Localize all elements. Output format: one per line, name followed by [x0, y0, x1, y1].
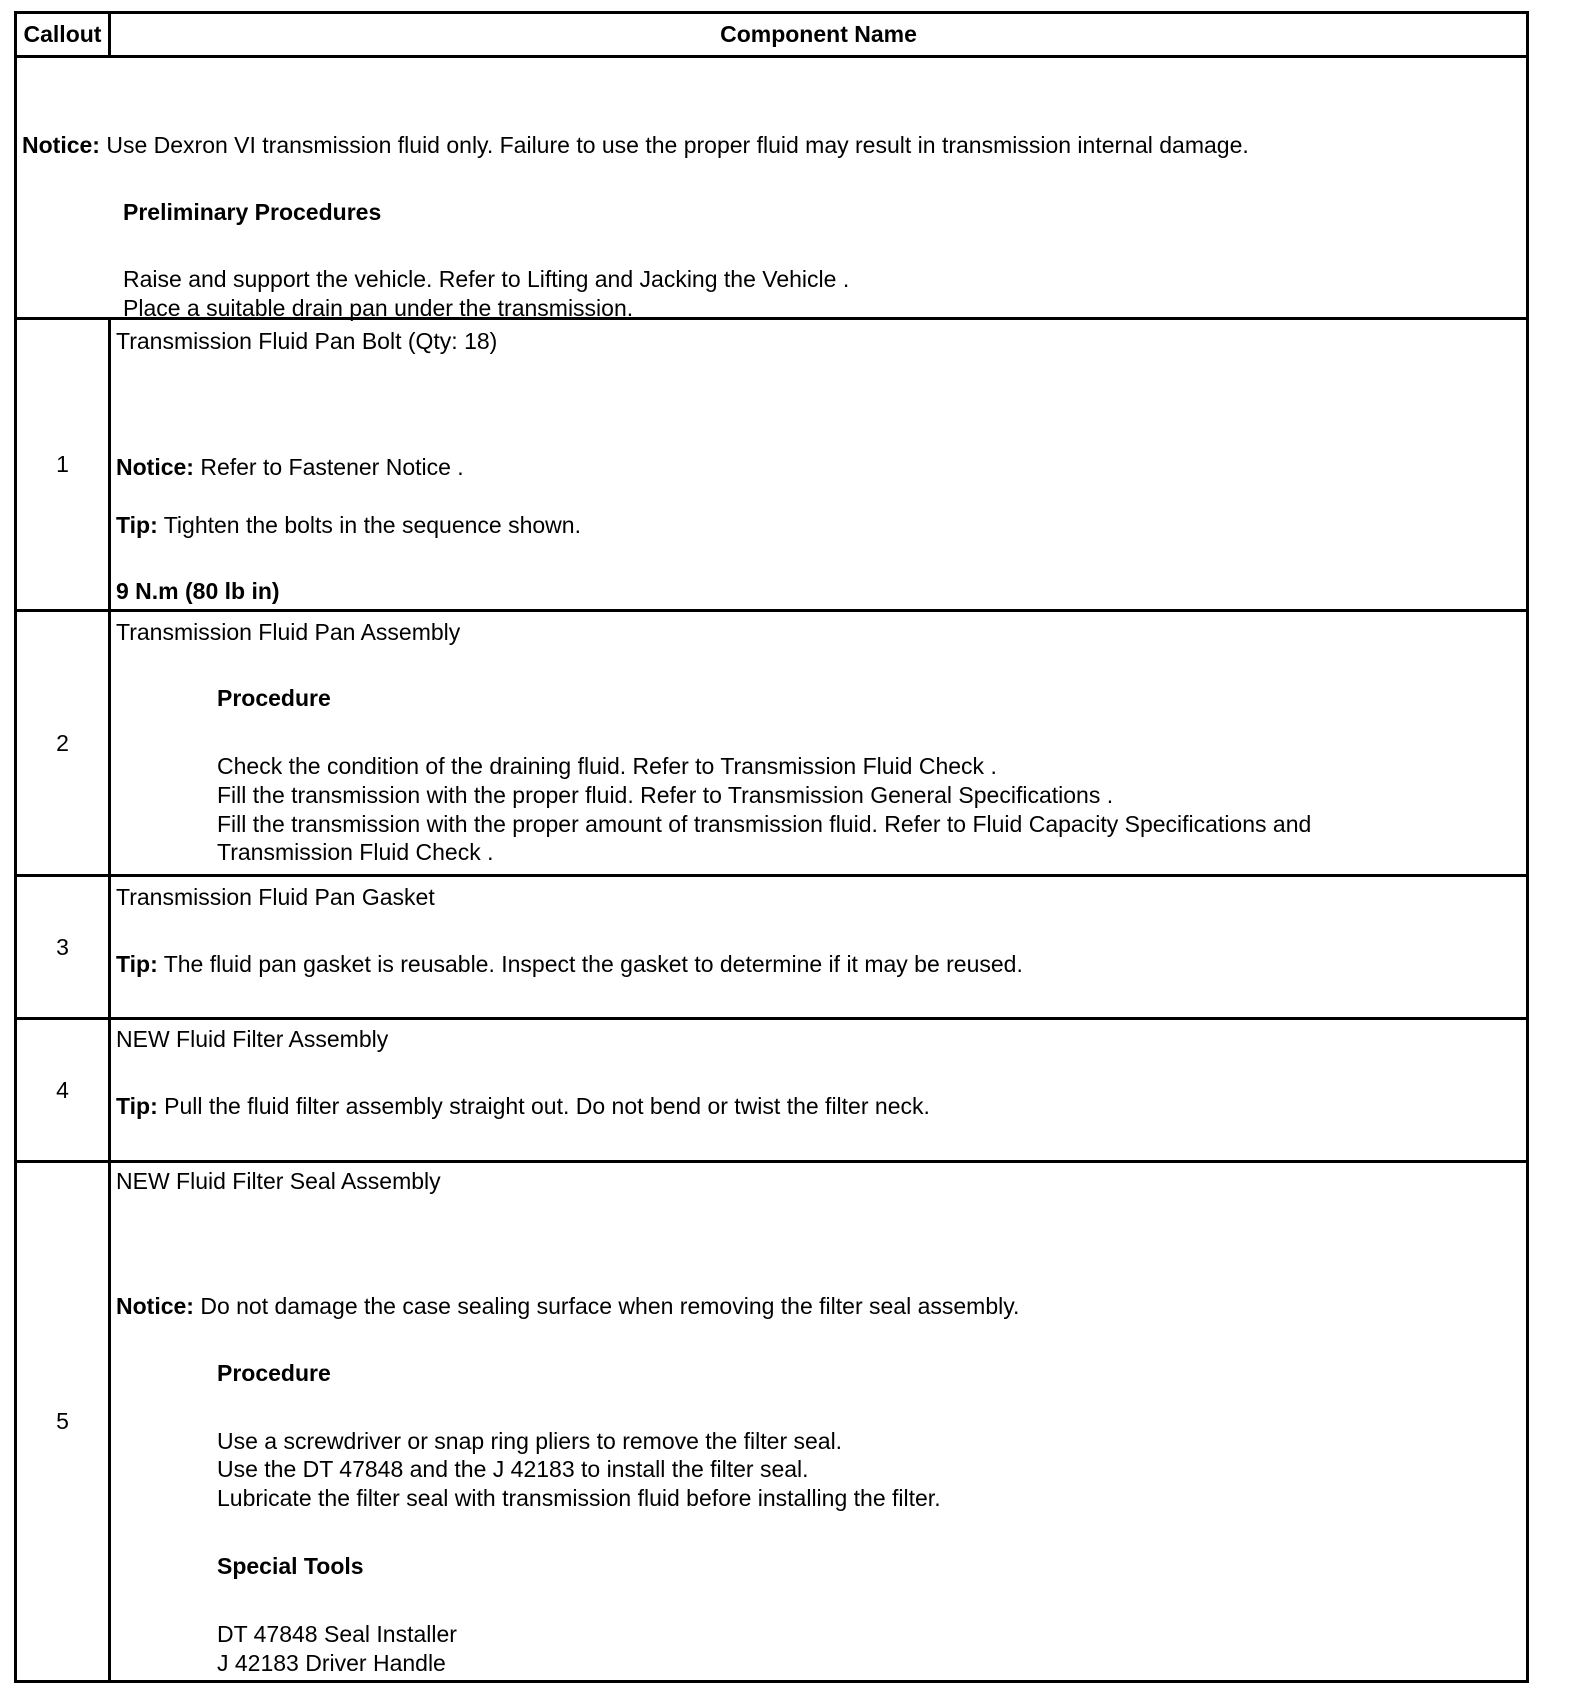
table-row	[17, 612, 1526, 877]
component-table	[14, 11, 1529, 1683]
table-row	[17, 1020, 1526, 1163]
intro-notice-label: Notice:	[22, 132, 100, 158]
callout-number: 5	[17, 1163, 111, 1680]
row-content	[111, 1163, 1526, 1680]
row-notice	[116, 1293, 1019, 1320]
row-tip	[116, 1093, 930, 1120]
intro-notice	[22, 132, 1249, 159]
procedure-title: Procedure	[217, 685, 331, 711]
row-tip	[116, 951, 1023, 978]
intro-row	[17, 58, 1526, 320]
table-row	[17, 1163, 1526, 1680]
row-tip	[116, 512, 581, 539]
procedure-step: Transmission Fluid Check .	[217, 839, 494, 865]
tip-text: The fluid pan gasket is reusable. Inspect the gasket to determine if it may be reused.	[163, 951, 1023, 977]
notice-label: Notice:	[116, 454, 194, 480]
tip-label: Tip:	[116, 512, 158, 538]
tip-text: Tighten the bolts in the sequence shown.	[163, 512, 581, 538]
intro-notice-text: Use Dexron VI transmission fluid only. Failure to use the proper fluid may result in transmission internal damage.	[106, 132, 1249, 158]
special-tool-item: DT 47848 Seal Installer	[217, 1621, 457, 1647]
intro-step: Raise and support the vehicle. Refer to Lifting and Jacking the Vehicle .	[123, 266, 850, 292]
header-component-name: Component Name	[720, 21, 917, 47]
procedure-step: Fill the transmission with the proper fluid. Refer to Transmission General Specifications .	[217, 782, 1114, 808]
intro-step: Place a suitable drain pan under the transmission.	[123, 295, 634, 321]
procedure-step: Fill the transmission with the proper amount of transmission fluid. Refer to Fluid Capacity Specifications and	[217, 811, 1312, 837]
row-content	[111, 1020, 1526, 1160]
notice-label: Notice:	[116, 1293, 194, 1319]
component-name: Transmission Fluid Pan Gasket	[116, 884, 435, 910]
row-notice	[116, 454, 464, 481]
header-callout: Callout	[17, 14, 111, 55]
special-tools-title: Special Tools	[217, 1553, 364, 1579]
callout-number: 4	[17, 1020, 111, 1160]
callout-number: 3	[17, 877, 111, 1017]
special-tool-item: J 42183 Driver Handle	[217, 1650, 446, 1676]
callout-number: 2	[17, 612, 111, 874]
procedure-step: Use a screwdriver or snap ring pliers to remove the filter seal.	[217, 1428, 843, 1454]
procedure-step: Use the DT 47848 and the J 42183 to install the filter seal.	[217, 1456, 809, 1482]
tip-label: Tip:	[116, 951, 158, 977]
row-content	[111, 320, 1526, 609]
row-content	[111, 877, 1526, 1017]
table-row	[17, 320, 1526, 612]
notice-text: Do not damage the case sealing surface when removing the filter seal assembly.	[200, 1293, 1020, 1319]
torque-spec: 9 N.m (80 lb in)	[116, 578, 280, 604]
row-content	[111, 612, 1526, 874]
preliminary-title: Preliminary Procedures	[123, 199, 382, 225]
component-name: Transmission Fluid Pan Assembly	[116, 619, 461, 645]
procedure-step: Check the condition of the draining fluid. Refer to Transmission Fluid Check .	[217, 753, 997, 779]
tip-text: Pull the fluid filter assembly straight out. Do not bend or twist the filter neck.	[164, 1093, 930, 1119]
component-name: NEW Fluid Filter Seal Assembly	[116, 1168, 441, 1194]
component-name: NEW Fluid Filter Assembly	[116, 1026, 389, 1052]
procedure-title: Procedure	[217, 1360, 331, 1386]
tip-label: Tip:	[116, 1093, 158, 1119]
table-row	[17, 877, 1526, 1020]
table-header	[17, 14, 1526, 58]
procedure-step: Lubricate the filter seal with transmission fluid before installing the filter.	[217, 1485, 941, 1511]
callout-number: 1	[17, 320, 111, 609]
component-name: Transmission Fluid Pan Bolt (Qty: 18)	[116, 328, 498, 354]
notice-text: Refer to Fastener Notice .	[200, 454, 464, 480]
